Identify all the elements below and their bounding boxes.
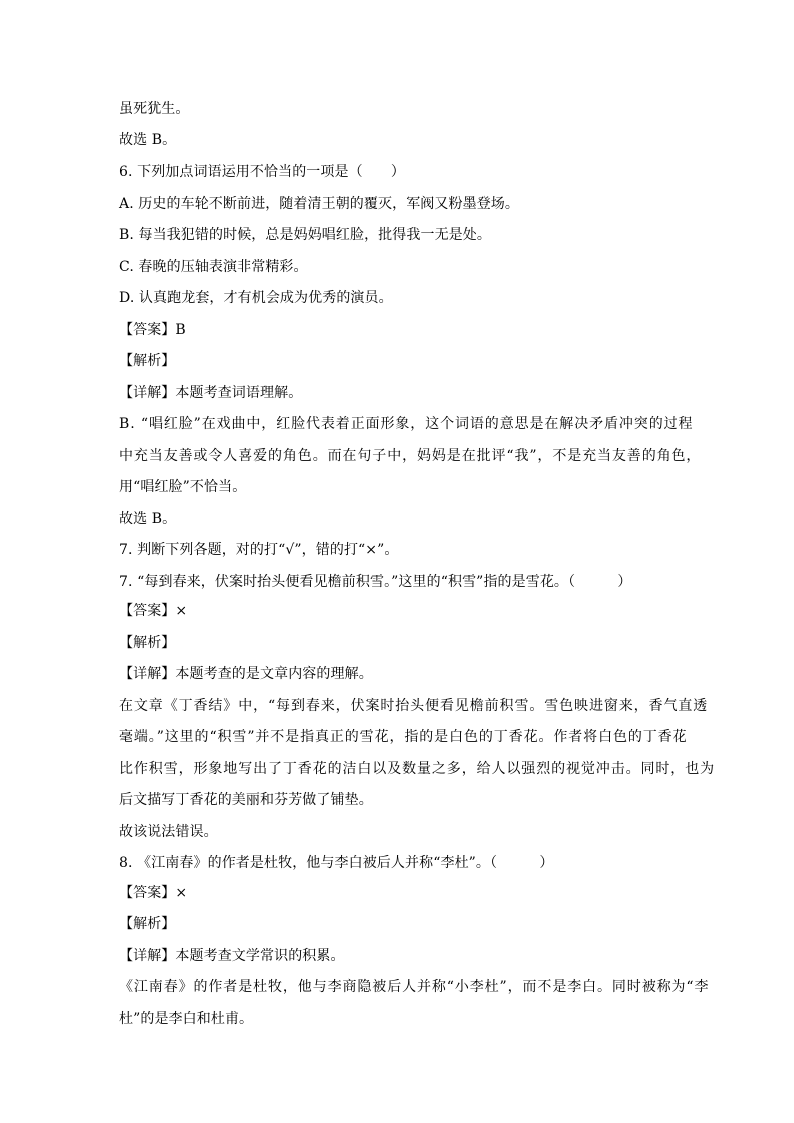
question-6-option-b: B. 每当我犯错的时候，总是妈妈唱红脸，批得我一无是处。 <box>119 227 491 243</box>
analysis-label: 【解析】 <box>119 353 176 369</box>
detail-label: 【详解】本题考查文学常识的积累。 <box>119 948 345 964</box>
answer-label: 【答案】B <box>119 322 186 338</box>
detail-label: 【详解】本题考查词语理解。 <box>119 385 303 401</box>
analysis-label: 【解析】 <box>119 635 176 651</box>
answer-label: 【答案】× <box>119 885 188 901</box>
question-7-instruction: 7. 判断下列各题，对的打“√”，错的打“×”。 <box>119 542 399 558</box>
explanation-line: 《江南春》的作者是杜牧，他与李商隐被后人并称“小李杜”，而不是李白。同时被称为“李 <box>119 979 710 995</box>
question-6-option-c: C. 春晚的压轴表演非常精彩。 <box>119 259 308 275</box>
explanation-line: 毫端。”这里的“积雪”并不是指真正的雪花，指的是白色的丁香花。作者将白色的丁香花 <box>119 729 688 745</box>
question-6-option-d: D. 认真跑龙套，才有机会成为优秀的演员。 <box>119 290 393 306</box>
explanation-line: 比作积雪，形象地写出了丁香花的洁白以及数量之多，给人以强烈的视觉冲击。同时，也为 <box>119 761 715 777</box>
explanation-line: 后文描写丁香花的美丽和芬芳做了铺垫。 <box>119 792 373 808</box>
conclusion-line: 故选 B。 <box>119 511 177 527</box>
question-6-option-a: A. 历史的车轮不断前进，随着清王朝的覆灭，军阀又粉墨登场。 <box>119 196 520 212</box>
explanation-line: 中充当友善或令人喜爱的角色。而在句子中，妈妈是在批评“我”，不是充当友善的角色， <box>119 448 702 464</box>
text-line-1: 虽死犹生。 <box>119 101 190 117</box>
analysis-label: 【解析】 <box>119 916 176 932</box>
text-line-2: 故选 B。 <box>119 132 177 148</box>
conclusion-line: 故该说法错误。 <box>119 824 218 840</box>
explanation-line: 用“唱红脸”不恰当。 <box>119 479 247 495</box>
question-6-stem: 6. 下列加点词语运用不恰当的一项是（ ） <box>119 164 406 180</box>
answer-label: 【答案】× <box>119 603 188 619</box>
detail-label: 【详解】本题考查的是文章内容的理解。 <box>119 666 373 682</box>
question-8-stem: 8. 《江南春》的作者是杜牧，他与李白被后人并称“李杜”。（ ） <box>119 855 554 871</box>
explanation-line: 在文章《丁香结》中，“每到春来，伏案时抬头便看见檐前积雪。雪色映进窗来，香气直透 <box>119 698 709 714</box>
explanation-line: 杜”的是李白和杜甫。 <box>119 1011 254 1027</box>
explanation-line: B. “唱红脸”在戏曲中，红脸代表着正面形象，这个词语的意思是在解决矛盾冲突的过程 <box>119 416 694 432</box>
question-7-stem: 7. “每到春来，伏案时抬头便看见檐前积雪。”这里的“积雪”指的是雪花。（ ） <box>119 574 632 590</box>
